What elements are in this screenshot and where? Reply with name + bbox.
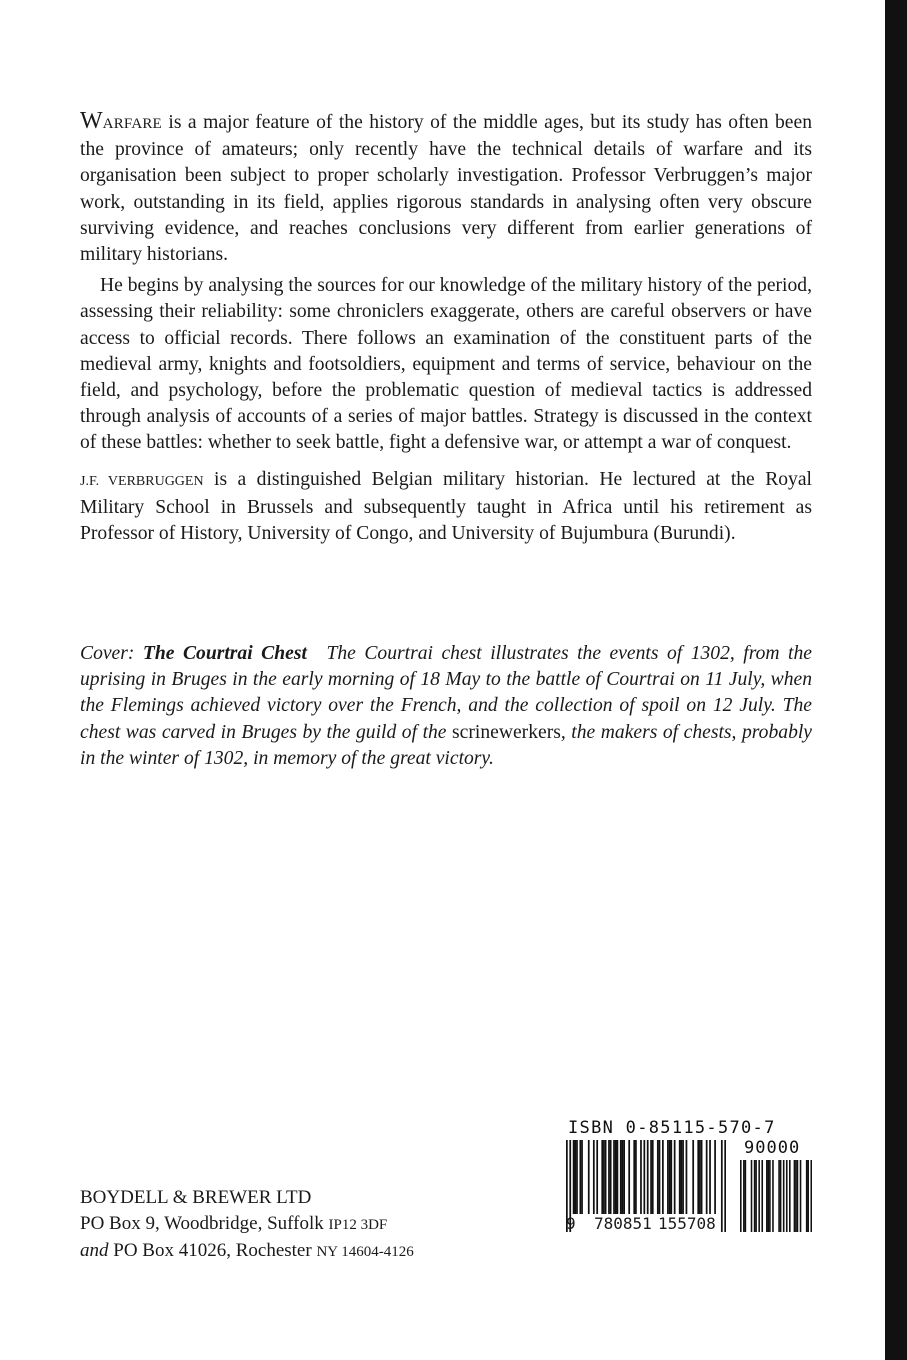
addon-bar (754, 1160, 756, 1232)
barcode-bar (667, 1140, 669, 1214)
barcode-bar (610, 1140, 612, 1214)
addon-bar (789, 1160, 791, 1232)
addon-bar (800, 1160, 802, 1232)
barcode-bar (608, 1140, 610, 1214)
barcode-bar (588, 1140, 590, 1214)
barcode-bar (601, 1140, 603, 1214)
addon-bar (745, 1160, 747, 1232)
barcode-bar (670, 1140, 672, 1214)
barcode-bar (659, 1140, 661, 1214)
barcode-bar (615, 1140, 617, 1214)
barcode-bar (724, 1140, 726, 1232)
barcode-bar (628, 1140, 630, 1214)
ean-first-digit: 9 (566, 1214, 576, 1233)
barcode-bar (686, 1140, 688, 1214)
ean-left-digits: 780851 (594, 1214, 652, 1233)
blurb-paragraph-1: WARFARE is a major feature of the history of the middle ages, but its study has often been the province of amateurs; only recently have the technical details of warfare and its organisation been subject to proper scholarly investigation. Professor Verbruggen’s major work, outstanding in its field, applies rigorous standards in analysing often very obscure surviving evidence, and reaches conclusions very different from earlier generations of military historians. (80, 108, 812, 266)
addon-bar (783, 1160, 785, 1232)
barcode-bar (699, 1140, 701, 1214)
addon-bar (780, 1160, 782, 1232)
addon-bar (768, 1160, 770, 1232)
ean-right-digits: 155708 (658, 1214, 716, 1233)
addon-bar (758, 1160, 760, 1232)
addon-bar (772, 1160, 774, 1232)
barcode-bar (581, 1140, 583, 1214)
barcode-bar (650, 1140, 652, 1214)
author-name: J.F. VERBRUGGEN (80, 473, 204, 489)
barcode-bar (576, 1140, 578, 1214)
barcode-bar (692, 1140, 694, 1214)
barcode-bar (579, 1140, 581, 1214)
addon-bar (751, 1160, 753, 1232)
addon-bar (740, 1160, 742, 1232)
isbn-label: ISBN 0-85115-570-7 (568, 1118, 776, 1138)
barcode-bar (640, 1140, 642, 1214)
barcode-bar (657, 1140, 659, 1214)
addon-bar (766, 1160, 768, 1232)
barcode-bar (596, 1140, 598, 1214)
publisher-address-line-1: PO Box 9, Woodbridge, Suffolk IP12 3DF (80, 1213, 388, 1234)
addon-bar (743, 1160, 745, 1232)
barcode-bar (674, 1140, 676, 1214)
addon-bar (769, 1160, 771, 1232)
barcode-bar (603, 1140, 605, 1214)
barcode-bar (617, 1140, 619, 1214)
addon-bar (761, 1160, 763, 1232)
barcode-bar (574, 1140, 576, 1214)
barcode-bar (635, 1140, 637, 1214)
barcode-bar (679, 1140, 681, 1214)
blurb (80, 108, 812, 547)
barcode-bar (633, 1140, 635, 1214)
barcode-bar (681, 1140, 683, 1214)
barcode-bar (662, 1140, 664, 1214)
cover-title: The Courtrai Chest (142, 643, 307, 664)
publisher-address-line-2: and PO Box 41026, Rochester NY 14604-4126 (80, 1240, 414, 1261)
addon-bar (797, 1160, 799, 1232)
barcode-bar (682, 1140, 684, 1214)
cover-note: Cover: The Courtrai Chest The Courtrai chest illustrates the events of 1302, from the uprising in Bruges in the early morning of 18 May to the battle of Courtrai on 11 July, when the Flemings achieved victory over the French, and the collection of spoil on 12 July. The chest was carved in Bruges by the guild of the scrinewerkers, the makers of chests, probably in the winter of 1302, in memory of the great victory. (80, 643, 813, 769)
barcode-bar (573, 1140, 575, 1214)
barcode-bar (669, 1140, 671, 1214)
barcode-bar (613, 1140, 615, 1214)
barcode-bar (593, 1140, 595, 1214)
addon-bar (795, 1160, 797, 1232)
barcode-bar (605, 1140, 607, 1214)
barcode-bar (623, 1140, 625, 1214)
barcode-bar (652, 1140, 654, 1214)
barcode-bar (620, 1140, 622, 1214)
addon-bar (755, 1160, 757, 1232)
barcode-bar (709, 1140, 711, 1214)
addon-barcode (740, 1160, 812, 1232)
barcode-bar (706, 1140, 708, 1214)
blurb-paragraph-2: He begins by analysing the sources for our knowledge of the military history of the period, assessing their reliability: some chroniclers exaggerate, others are careful observers or have access to official records. There follows an examination of the constituent parts of the medieval army, knights and footsoldiers, equipment and terms of service, behaviour on the field, and psychology, before the problematic question of medieval tactics is addressed through analysis of accounts of a series of major battles. Strategy is discussed in the context of these battles: whether to seek battle, fight a defensive war, or attempt a war of conquest. (80, 275, 812, 454)
addon-bar (786, 1160, 788, 1232)
addon-bar (794, 1160, 796, 1232)
author-bio: J.F. VERBRUGGEN is a distinguished Belgian military historian. He lectured at the Royal Military School in Brussels and subsequently taught in Africa until his retirement as Professor of History, University of Congo, and University of Bujumbura (Burundi). (80, 468, 812, 545)
addon-bar (778, 1160, 780, 1232)
addon-digits: 90000 (744, 1138, 801, 1158)
barcode-bar (714, 1140, 716, 1214)
publisher-address (80, 1185, 500, 1265)
barcode-bar (721, 1140, 723, 1232)
spine-edge (885, 0, 907, 1360)
addon-bar (806, 1160, 808, 1232)
barcode-bar (701, 1140, 703, 1214)
addon-bar (810, 1160, 812, 1232)
barcode-bar (622, 1140, 624, 1214)
publisher-name: BOYDELL & BREWER LTD (80, 1187, 312, 1208)
addon-bar (807, 1160, 809, 1232)
barcode-bar (697, 1140, 699, 1214)
